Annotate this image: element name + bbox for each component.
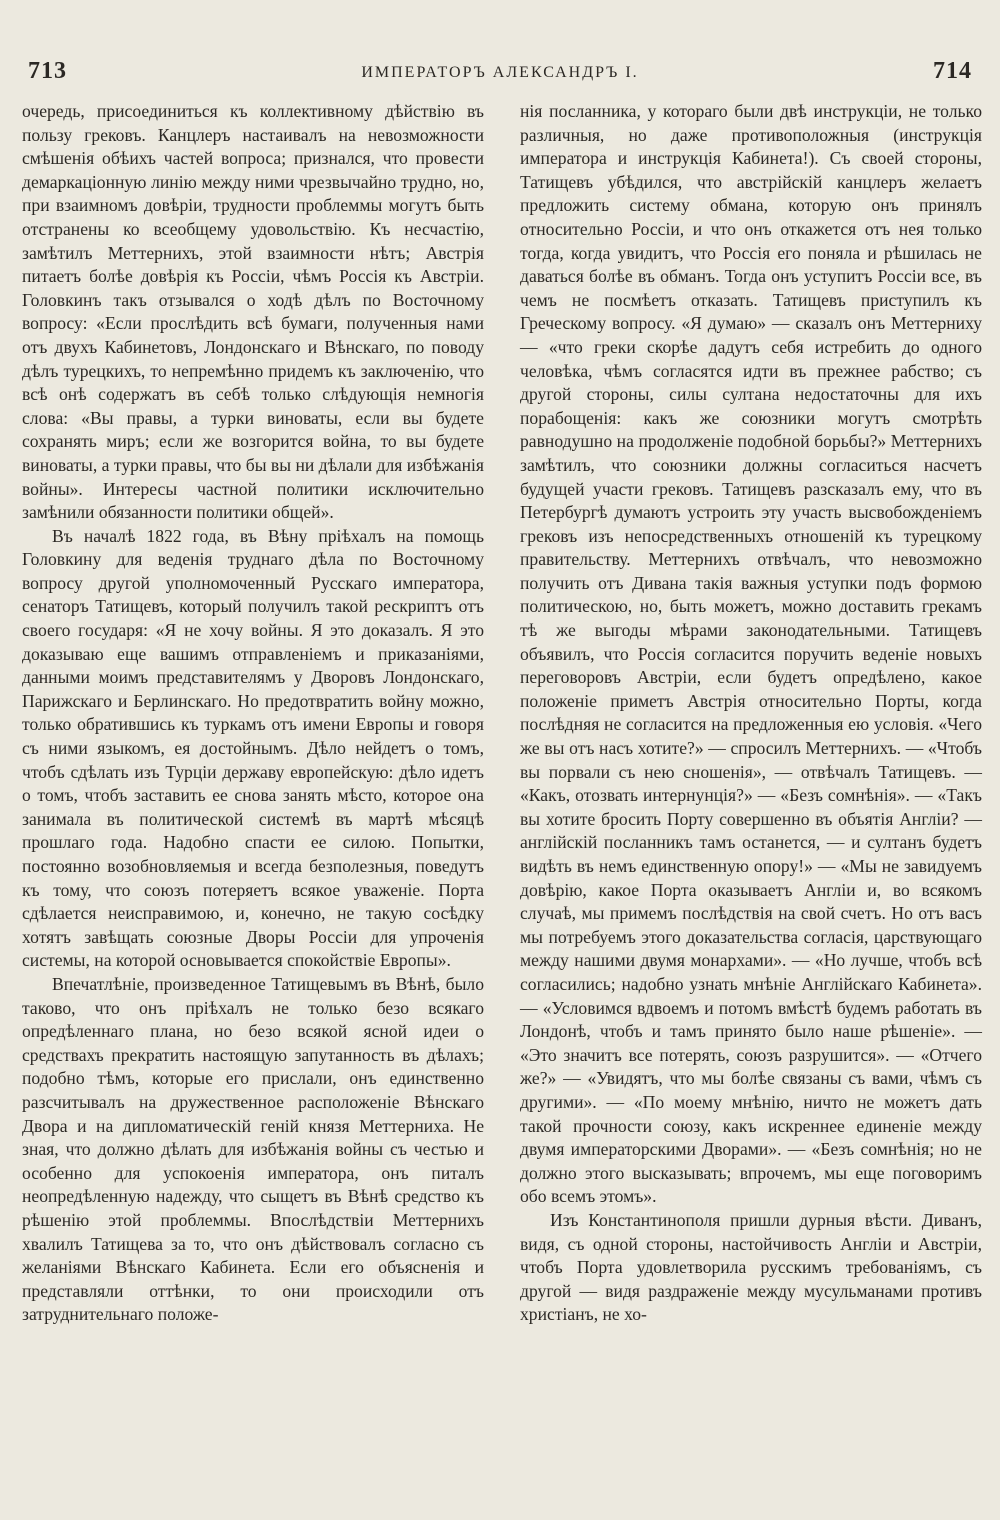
right-text-column [520,100,982,1327]
paragraph: Изъ Константинополя пришли дурныя вѣсти. Диванъ, видя, съ одной стороны, настойчивость Англіи и Австріи, чтобъ Порта удовлетворила русскимъ требованіямъ, съ другой — видя раздраженіе между мусульманами противъ христіанъ, не хо- [520,1209,982,1325]
paragraph: Впечатлѣніе, произведенное Татищевымъ въ Вѣнѣ, было таково, что онъ пріѣхалъ не только безо всякаго опредѣленнаго плана, но безо всякой ясной идеи о средствахъ прекратить настоящую запутанность въ дѣлахъ; подобно тѣмъ, которые его прислали, онъ единственно разсчитывалъ на дружественное расположеніе Вѣнскаго Двора и на дипломатическій геній князя Меттерниха. Не зная, что должно дѣлать для избѣжанія войны съ честью и особенно для успокоенія императора, онъ питалъ неопредѣленную надежду, что сыщетъ въ Вѣнѣ средство къ рѣшенію этой проблеммы. Впослѣдствіи Меттернихъ хвалилъ Татищева за то, что онъ дѣйствовалъ согласно съ желаніями Вѣнскаго Кабинета. Если его объясненія и представляли оттѣнки, то они происходили отъ затруднительнаго положе- [22,973,484,1325]
running-title: ИМПЕРАТОРЪ АЛЕКСАНДРЪ I. [361,64,639,81]
running-header [22,58,978,92]
paragraph: нія посланника, у котораго были двѣ инструкціи, не только различныя, но даже противоположныя (инструкція императора и инструкція Кабинета!). Съ своей стороны, Татищевъ убѣдился, что австрійскій канцлеръ желаетъ предложить систему обмана, которую онъ принялъ относительно Россіи, и что онъ откажется отъ нея только тогда, когда увидитъ, что Россія его поняла и рѣшилась не даваться болѣе въ обманъ. Тогда онъ уступитъ Россіи все, въ чемъ не посмѣетъ отказать. Татищевъ приступилъ къ Греческому вопросу. «Я думаю» — сказалъ онъ Меттерниху — «что греки скорѣе дадутъ себя истребить до одного человѣка, чѣмъ согласятся идти въ прежнее рабство; съ другой стороны, силы султана недостаточны для ихъ порабощенія: какъ же союзники могутъ смотрѣть равнодушно на продолженіе подобной борьбы?» Меттернихъ замѣтилъ, что союзники должны согласиться насчетъ будущей участи грековъ. Татищевъ разсказалъ ему, что въ Петербургѣ думаютъ устроить эту участь высвобожденіемъ грековъ изъ непосредственныхъ отношеній къ турецкому правительству. Меттернихъ отвѣчалъ, что невозможно получить отъ Дивана такія важныя уступки подъ формою политическою, но, быть можетъ, можно доставить грекамъ тѣ же выгоды мѣрами законодательными. Татищевъ объявилъ, что Россія согласится поручить веденіе новыхъ переговоровъ Австріи, если будетъ опредѣлено, какое положеніе приметъ Австрія относительно Порты, когда послѣдняя не согласится на предложенныя ею условія. «Чего же вы отъ насъ хотите?» — спросилъ Меттернихъ. — «Чтобъ вы порвали съ нею сношенія», — отвѣчалъ Татищевъ. — «Какъ, отозвать интернунція?» — «Безъ сомнѣнія». — «Такъ вы хотите бросить Порту совершенно въ объятія Англіи? — англійскій посланникъ тамъ останется, — и султанъ будетъ видѣть въ немъ единственную опору!» — «Мы не завидуемъ довѣрію, какое Порта оказываетъ Англіи и, во всякомъ случаѣ, мы примемъ послѣдствія на свой счетъ. Но отъ васъ мы потребуемъ этого доказательства согласія, царствующаго между нашими двумя монархами». — «Но лучше, чтобъ всѣ согласились; надобно узнать мнѣніе Англійскаго Кабинета». — «Условимся вдвоемъ и потомъ вмѣстѣ будемъ работать въ Лондонѣ, чтобъ и тамъ принято было наше рѣшеніе». — «Это значитъ все потерять, союзъ разрушится». — «Отчего же?» — «Увидятъ, что мы болѣе связаны съ вами, чѣмъ съ другими». — «По моему мнѣнію, ничто не можетъ дать такой прочности союзу, какъ искреннее единеніе между двумя императорскими Дворами». — «Безъ сомнѣнія; но не должно этого высказывать; впрочемъ, мы еще поговоримъ обо всемъ этомъ». [520,101,982,1207]
paragraph: Въ началѣ 1822 года, въ Вѣну пріѣхалъ на помощь Головкину для веденія труднаго дѣла по Восточному вопросу другой уполномоченный Русскаго императора, сенаторъ Татищевъ, который получилъ такой рескриптъ отъ своего государя: «Я не хочу войны. Я это доказалъ. Я это доказываю еще вашимъ отправленіемъ и приказаніями, данными моимъ представителямъ у Дворовъ Лондонскаго, Парижскаго и Берлинскаго. Но предотвратить войну можно, только обратившись къ туркамъ отъ имени Европы и говоря съ ними языкомъ, ея достойнымъ. Дѣло нейдетъ о томъ, чтобъ сдѣлать изъ Турціи державу европейскую: дѣло идетъ о томъ, чтобъ заставить ее снова занять мѣсто, которое она занимала въ политической системѣ въ мартѣ мѣсяцѣ прошлаго года. Надобно спасти ее силою. Попытки, постоянно возобновляемыя и всегда безполезныя, поведутъ къ тому, что союзъ потеряетъ всякое уваженіе. Порта сдѣлается неисправимою, и, конечно, не такую сосѣдку хотятъ завѣщать союзные Дворы Россіи для упроченія системы, на которой основывается спокойствіе Европы». [22,525,484,971]
paragraph: очередь, присоединиться къ коллективному дѣйствію въ пользу грековъ. Канцлеръ настаивалъ на невозможности смѣшенія обѣихъ частей вопроса; признался, что провести демаркаціонную линію между ними чрезвычайно трудно, но, при взаимномъ довѣріи, трудности проблеммы могутъ быть отстранены ко всеобщему удовольствію. Къ несчастію, замѣтилъ Меттернихъ, этой взаимности нѣтъ; Австрія питаетъ болѣе довѣрія къ Россіи, чѣмъ Россія къ Австріи. Головкинъ такъ отзывался о ходѣ дѣлъ по Восточному вопросу: «Если прослѣдить всѣ бумаги, полученныя нами отъ двухъ Кабинетовъ, Лондонскаго и Вѣнскаго, по поводу дѣлъ турецкихъ, то непремѣнно придемъ къ заключенію, что всѣ онѣ содержатъ въ себѣ только слѣдующія немногія слова: «Вы правы, а турки виноваты, если вы будете сохранять миръ; если же возгорится война, то вы будете виноваты, а турки правы, что бы вы ни дѣлали для избѣжанія войны». Интересы частной политики исключительно замѣнили обязанности политики общей». [22,101,484,523]
right-page-number: 714 [933,58,972,84]
left-page-number: 713 [28,58,67,84]
left-text-column [22,100,484,1327]
